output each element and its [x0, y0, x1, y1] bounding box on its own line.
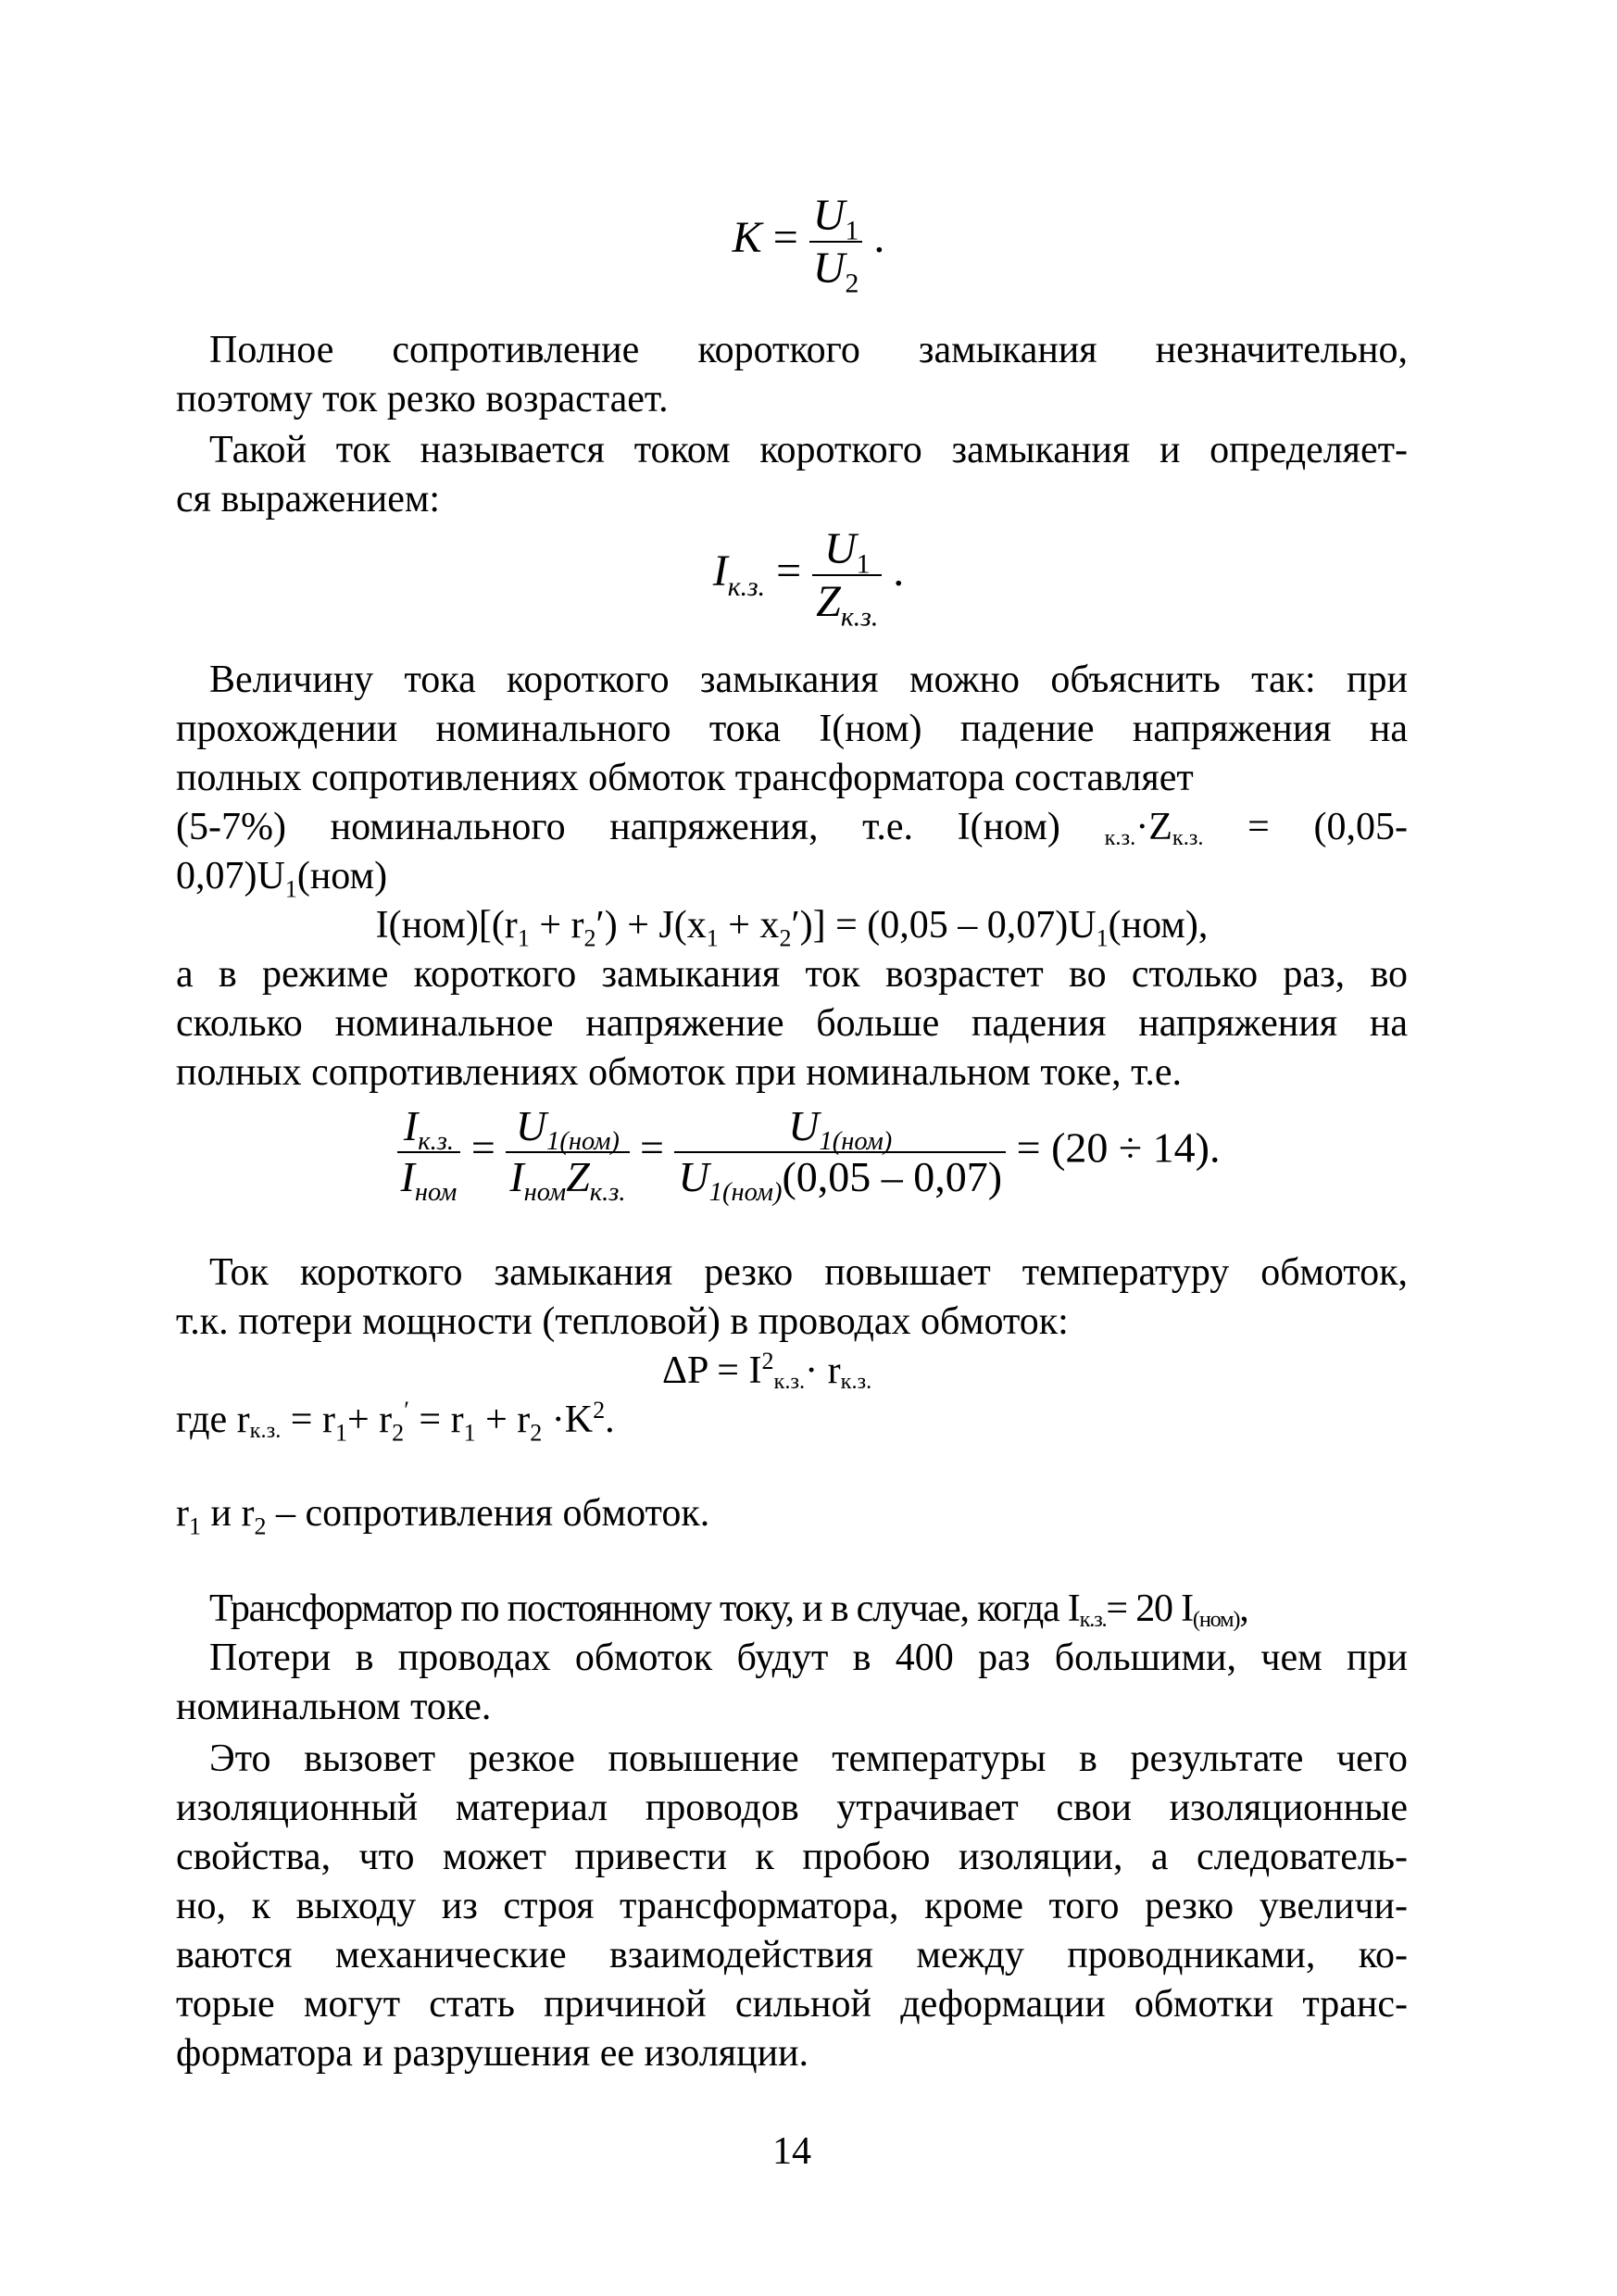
- gde-e: + r: [346, 1399, 393, 1441]
- paragraph-4-line-3: полных сопротивлениях обмоток при номинальном токе, т.е.: [176, 1051, 1182, 1094]
- eqc-c: + r: [529, 904, 584, 947]
- paragraph-8-line-1: Это вызовет резкое повышение температуры в результате чего: [209, 1738, 1408, 1780]
- paragraph-8-line-4: но, к выходу из строя трансформатора, кроме того резко увеличи-: [176, 1885, 1408, 1927]
- paragraph-8-line-3: свойства, что может привести к пробою изоляции, а следователь-: [176, 1836, 1408, 1878]
- p3-l4-sub1: к.з.: [1104, 825, 1136, 850]
- paragraph-1-line-2: поэтому ток резко возрастает.: [176, 378, 669, 420]
- rl-c: и r: [201, 1492, 255, 1535]
- gde-a: где r: [176, 1399, 250, 1441]
- eqc-a: I(ном)[(r: [375, 904, 518, 947]
- ratio-f2-den-b: Z: [566, 1152, 590, 1200]
- formula-ik-eq: =: [776, 546, 802, 596]
- gde-f: 2: [392, 1419, 405, 1447]
- ratio-f3: [674, 1102, 1006, 1208]
- paragraph-3-line-2: прохождении номинального тока I(ном) падение напряжения на: [176, 708, 1408, 750]
- formula-ik-den: Z: [816, 577, 841, 627]
- gde-l: ·K: [542, 1399, 594, 1441]
- formula-ik-lhs: I: [712, 546, 728, 596]
- eqc-b: 1: [517, 924, 530, 952]
- eqc-k: (ном),: [1108, 904, 1209, 947]
- p3-l5-a: 0,07)U: [176, 855, 285, 897]
- gde-m: 2: [593, 1397, 606, 1424]
- formula-ik-num-sub: 1: [856, 548, 871, 580]
- paragraph-8-line-6: торые могут стать причиной сильной деформации обмотки транс-: [176, 1983, 1408, 2026]
- equation-short-circuit-resistance: [176, 1396, 1408, 1455]
- paragraph-3-line-1: Величину тока короткого замыкания можно объяснить так: при: [209, 659, 1408, 701]
- paragraph-1-line-1: Полное сопротивление короткого замыкания незначительно,: [209, 329, 1408, 371]
- paragraph-4-line-1: а в режиме короткого замыкания ток возрастет во столько раз, во: [176, 953, 1408, 996]
- formula-ik-lhs-sub: к.з.: [727, 571, 766, 602]
- formula-k-lhs: K: [732, 213, 762, 263]
- p6-a: Трансформатор по постоянному току, и в случае, когда I: [209, 1587, 1080, 1630]
- paragraph-2-line-2: ся выражением:: [176, 478, 441, 521]
- p6-e: ,: [1239, 1587, 1248, 1630]
- eqc-i: ′)] = (0,05 – 0,07)U: [791, 904, 1097, 947]
- dp-d: · r: [805, 1349, 841, 1392]
- paragraph-8-line-2: изоляционный материал проводов утрачивает свои изоляционные: [176, 1787, 1408, 1829]
- rl-d: 2: [254, 1512, 267, 1540]
- eqc-j: 1: [1096, 924, 1109, 952]
- gde-h: = r: [408, 1399, 464, 1441]
- p6-d: (ном): [1192, 1607, 1240, 1632]
- paragraph-2-line-1: Такой ток называется током короткого замыкания и определяет-: [209, 429, 1408, 471]
- p3-l4-a: (5-7%) номинального напряжения, т.е. I(ном): [176, 806, 1105, 848]
- p3-l4-c: ·Z: [1135, 806, 1172, 848]
- gde-d: 1: [334, 1419, 347, 1447]
- paragraph-8-line-7: форматора и разрушения ее изоляции.: [176, 2032, 809, 2075]
- formula-k-den: U: [812, 244, 846, 294]
- rl-a: r: [176, 1492, 189, 1535]
- gde-j: + r: [475, 1399, 531, 1441]
- gde-b: к.з.: [249, 1418, 282, 1443]
- gde-g: ′: [404, 1397, 409, 1424]
- p3-l5-sub: 1: [284, 875, 297, 903]
- ratio-f1-num-sub: к.з.: [418, 1127, 454, 1157]
- paragraph-4-line-2: сколько номинальное напряжение больше падения напряжения на: [176, 1002, 1408, 1045]
- eqc-f: 1: [706, 924, 719, 952]
- ratio-f1: [397, 1102, 461, 1208]
- formula-k-den-sub: 2: [845, 268, 859, 299]
- formula-k-fraction: [809, 190, 863, 299]
- eqc-g: + x: [718, 904, 780, 947]
- p3-l4-sub2: к.з.: [1172, 825, 1204, 850]
- paragraph-5-line-1: Ток короткого замыкания резко повышает температуру обмоток,: [209, 1251, 1408, 1294]
- formula-k-eq: =: [772, 213, 798, 263]
- gde-c: = r: [281, 1399, 335, 1441]
- formula-k-end: .: [873, 213, 885, 263]
- ratio-f3-den-sub: 1(ном): [708, 1178, 783, 1208]
- eqc-e: ′) + J(x: [595, 904, 707, 947]
- paragraph-7-line-1: Потери в проводах обмоток будут в 400 раз большими, чем при: [209, 1637, 1408, 1679]
- gde-n: .: [605, 1399, 615, 1441]
- formula-ik-end: .: [893, 546, 905, 596]
- ratio-f2-num-sub: 1(ном): [546, 1127, 620, 1157]
- paragraph-3-line-5: [176, 852, 1408, 901]
- ratio-f2: [506, 1102, 629, 1208]
- ratio-f1-den-sub: ном: [414, 1178, 458, 1208]
- formula-transformation-ratio: [0, 190, 1617, 299]
- formula-short-circuit-current: [0, 523, 1617, 633]
- dp-sub1: к.з.: [773, 1369, 806, 1394]
- ratio-eq-2: =: [640, 1123, 664, 1172]
- ratio-result: (20 ÷ 14): [1051, 1123, 1210, 1172]
- ratio-f2-den-a: I: [509, 1152, 524, 1200]
- formula-ik-num: U: [823, 524, 857, 573]
- resistance-definition: [176, 1489, 1408, 1538]
- page-number: 14: [772, 2130, 811, 2173]
- ratio-f1-num: I: [403, 1102, 419, 1149]
- equation-impedance-drop: [176, 901, 1408, 950]
- gde-k: 2: [530, 1419, 543, 1447]
- formula-current-ratio: [0, 1102, 1617, 1208]
- paragraph-8-line-5: ваются механические взаимодействия между проводниками, ко-: [176, 1934, 1408, 1976]
- ratio-eq-1: =: [470, 1123, 495, 1172]
- ratio-f2-num: U: [515, 1102, 547, 1149]
- ratio-f3-num-sub: 1(ном): [819, 1127, 893, 1157]
- p3-l5-c: (ном): [296, 855, 388, 897]
- ratio-f1-den: I: [400, 1152, 415, 1200]
- dp-sub2: к.з.: [840, 1369, 872, 1394]
- ratio-f3-den: U: [678, 1152, 709, 1200]
- ratio-end: .: [1209, 1123, 1221, 1172]
- rl-b: 1: [189, 1512, 202, 1540]
- eqc-h: 2: [779, 924, 792, 952]
- ratio-f3-den-tail: (0,05 – 0,07): [782, 1152, 1003, 1200]
- p6-b: к.з.: [1079, 1607, 1107, 1632]
- ratio-f3-num: U: [788, 1102, 820, 1149]
- rl-e: – сопротивления обмоток.: [266, 1492, 710, 1535]
- ratio-eq-3: =: [1016, 1123, 1041, 1172]
- paragraph-5-line-2: т.к. потери мощности (тепловой) в проводах обмоток:: [176, 1300, 1069, 1343]
- formula-ik-fraction: [812, 523, 882, 633]
- formula-k-num-sub: 1: [845, 215, 859, 246]
- formula-k-num: U: [812, 191, 846, 240]
- p6-c: = 20 I: [1106, 1587, 1193, 1630]
- dp-a: ΔP = I: [662, 1349, 762, 1392]
- formula-ik-den-sub: к.з.: [840, 601, 879, 633]
- gde-i: 1: [463, 1419, 476, 1447]
- ratio-f2-den-b-sub: к.з.: [589, 1178, 626, 1208]
- paragraph-3-line-3: полных сопротивлениях обмоток трансформатора составляет: [176, 757, 1194, 799]
- paragraph-7-line-2: номинальном токе.: [176, 1686, 492, 1728]
- p3-l4-e: = (0,05-: [1203, 806, 1408, 848]
- eqc-d: 2: [583, 924, 596, 952]
- ratio-f2-den-a-sub: ном: [523, 1178, 567, 1208]
- dp-sup: 2: [761, 1348, 774, 1374]
